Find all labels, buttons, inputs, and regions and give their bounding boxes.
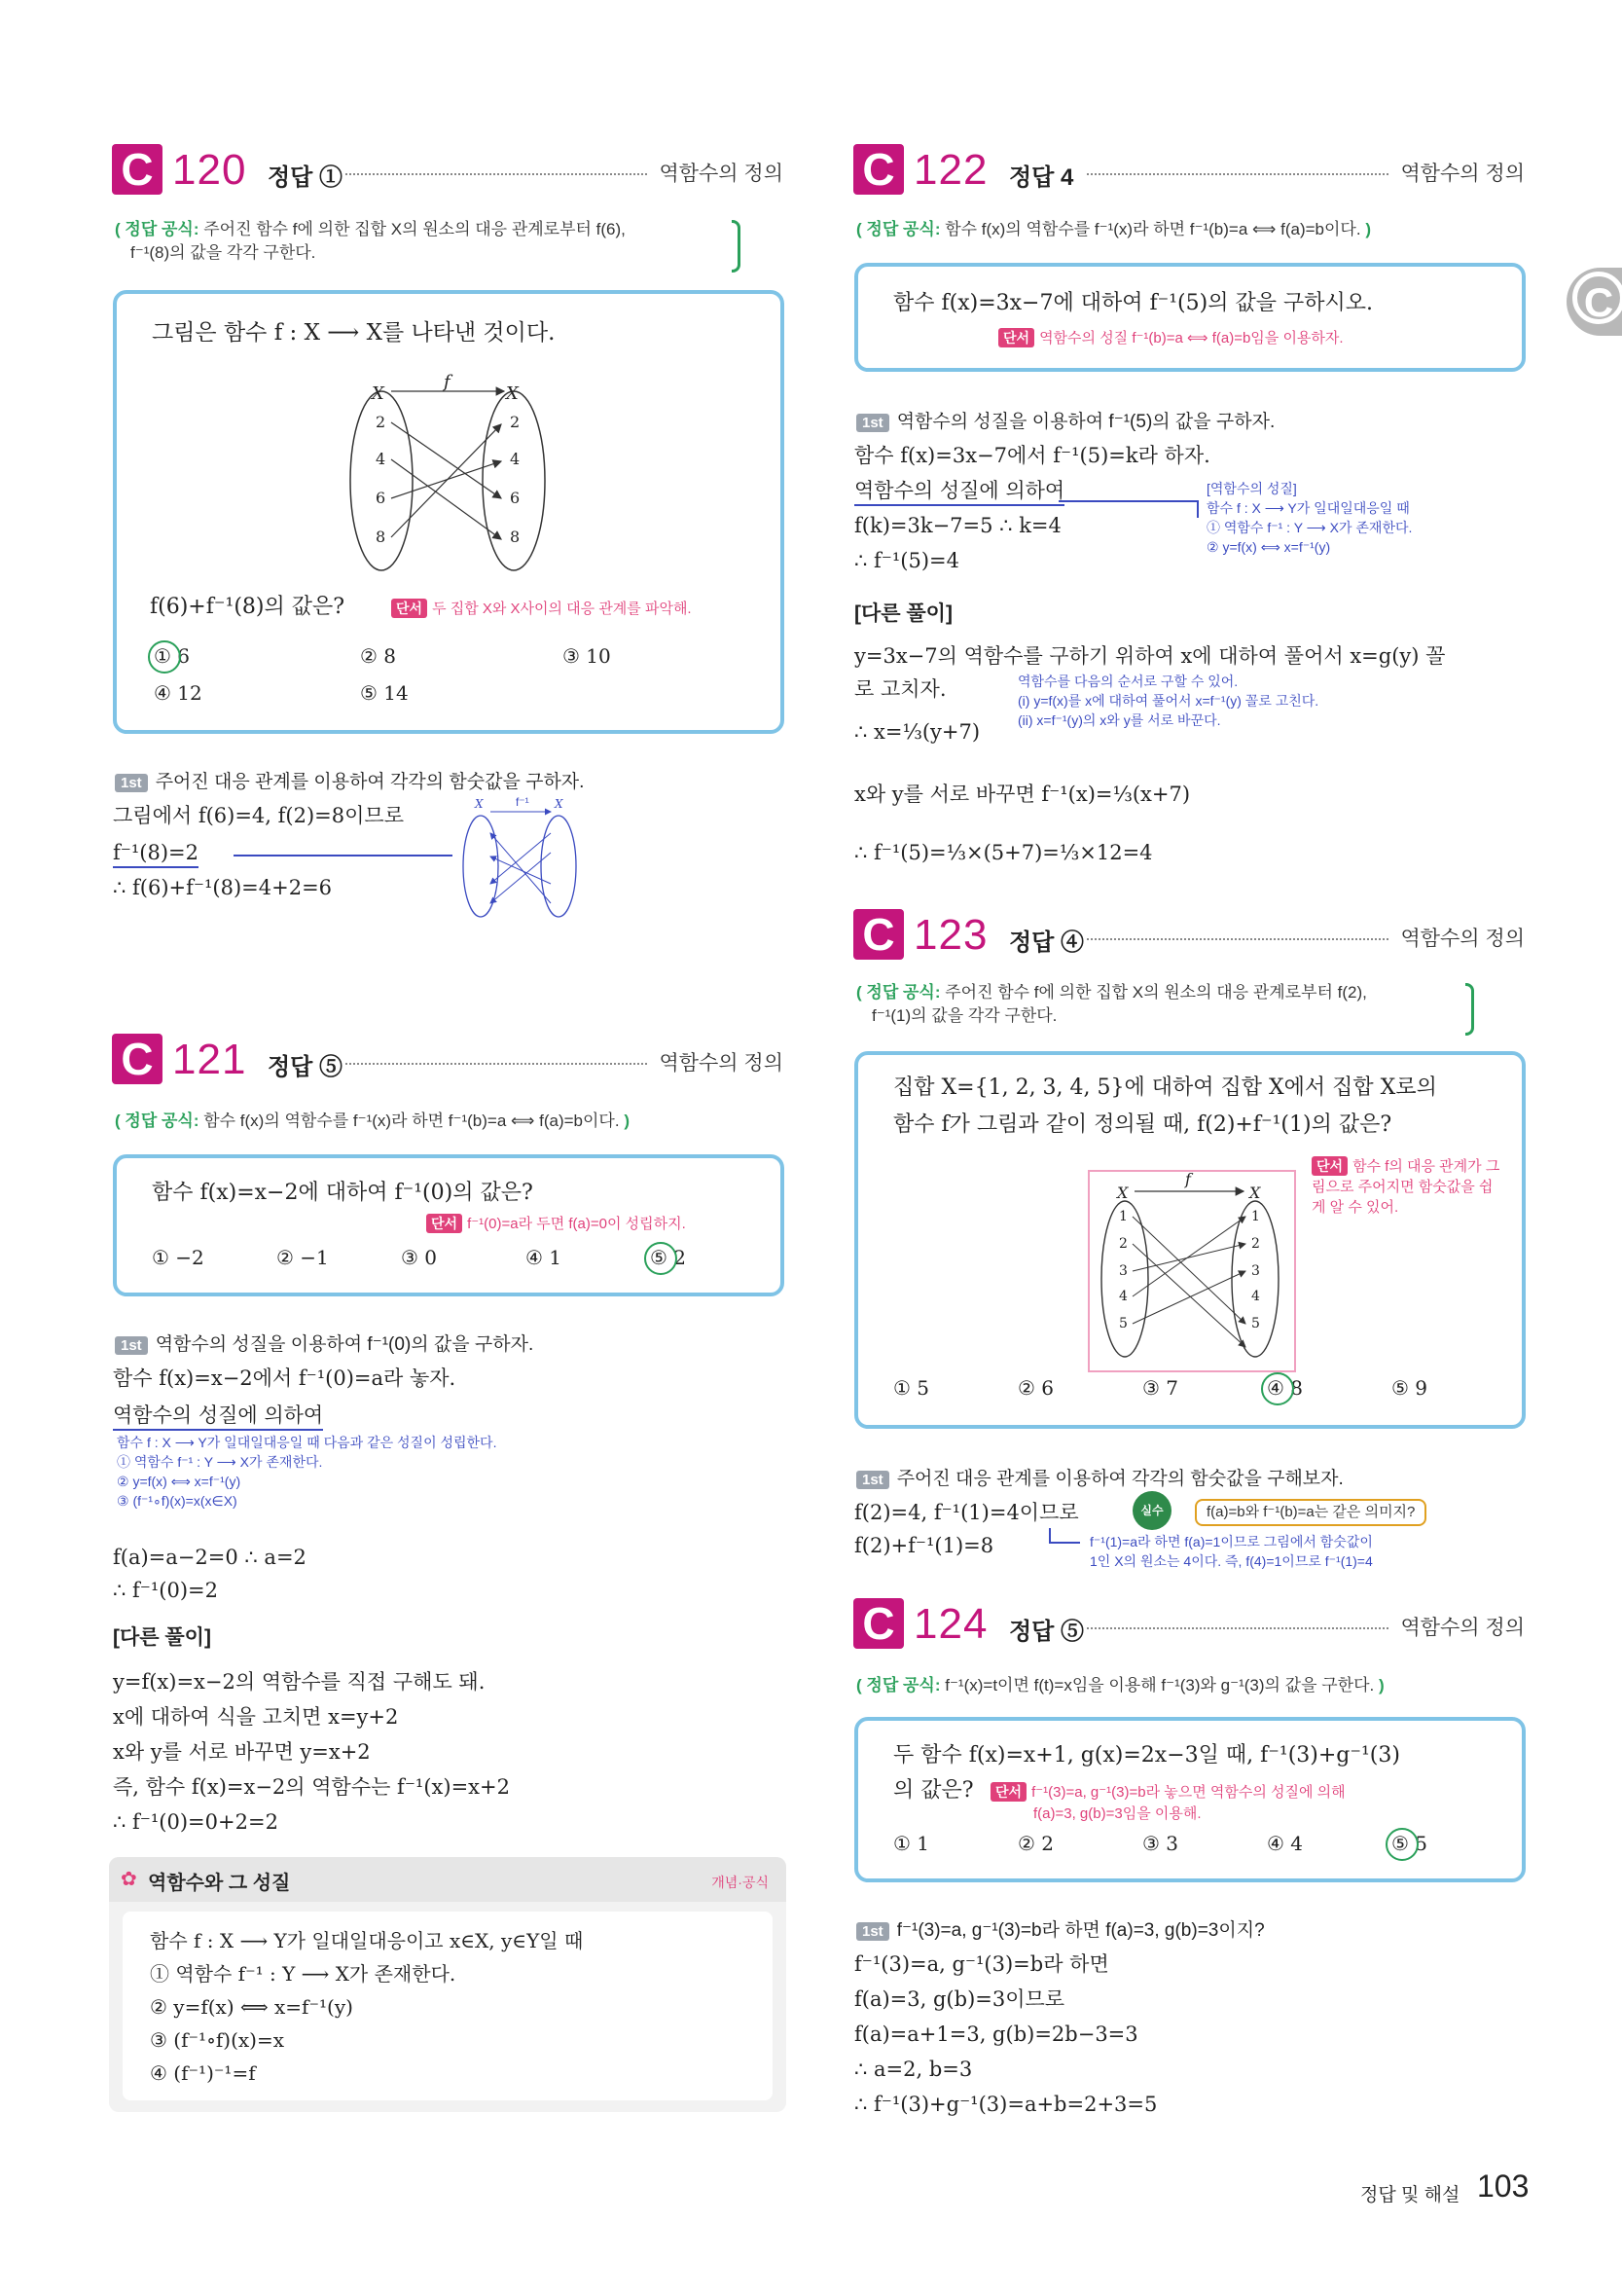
diagram-left-4: 4 [376,450,386,468]
correct-answer-mark [1261,1372,1294,1405]
question-number: 123 [914,911,989,959]
question-number: 124 [914,1600,989,1648]
option-3[interactable]: ③ 10 [562,644,611,668]
solution-line-5: ∴ f⁻¹(3)+g⁻¹(3)=a+b=2+3=5 [854,2093,1158,2116]
footer-label: 정답 및 해설 [1360,2185,1460,2205]
hint-tag: 단서 [391,599,427,618]
diagram-right-2: 2 [1251,1236,1260,1252]
answer-formula: ( 정답 공식: 주어진 함수 f에 의한 집합 X의 원소의 대응 관계로부터 f(6), f⁻¹(8)의 값을 각각 구한다. [115,220,626,262]
question-124-header [853,1598,1525,1649]
solution-line-3: f(a)=a−2=0 ∴ a=2 [113,1546,306,1569]
flower-icon: ✿ [121,1869,137,1890]
formula-text: f⁻¹(x)=t이면 f(t)=x임을 이용해 f⁻¹(3)와 g⁻¹(3)의 값을 구한다. [945,1676,1375,1695]
note-line: f⁻¹(1)=a라 하면 f(a)=1이므로 그림에서 함숫값이 [1090,1534,1373,1549]
hint-tag: 단서 [998,328,1034,347]
arrow-to-diagram [234,855,452,856]
option-2[interactable]: ② 6 [1018,1376,1055,1400]
step-heading [115,1330,533,1356]
answer-label: 정답 ⑤ [268,1054,343,1080]
option-2[interactable]: ② −1 [276,1246,329,1269]
solution-line-2: f(a)=3, g(b)=3이므로 [854,1987,1065,2011]
problem-box [854,263,1526,372]
dotted-leader [1087,173,1388,175]
solution-line-3: f(a)=a+1=3, g(b)=2b−3=3 [854,2023,1138,2046]
alt-line-1: y=f(x)=x−2의 역함수를 직접 구해도 돼. [113,1670,486,1694]
alternative-solution-title: [다른 풀이] [854,602,953,625]
option-5[interactable]: ⑤ 14 [360,681,409,705]
solution-line-2: f(2)+f⁻¹(1)=8 [854,1534,994,1557]
option-2[interactable]: ② 2 [1018,1832,1055,1855]
alternative-solution-title: [다른 풀이] [113,1626,211,1649]
step-title: f⁻¹(3)=a, g⁻¹(3)=b라 하면 f(a)=3, g(b)=3이지? [896,1920,1265,1941]
concept-line: ③ (f⁻¹∘f)(x)=x [150,2028,284,2052]
alt-line-5: ∴ f⁻¹(0)=0+2=2 [113,1810,278,1834]
topic-label: 역함수의 정의 [659,163,783,185]
solution-line-4: ∴ f⁻¹(0)=2 [113,1579,219,1602]
question-123-header [853,909,1525,960]
option-1[interactable]: ① −2 [152,1246,204,1269]
option-2[interactable]: ② 8 [360,644,397,668]
mapping-diagram [341,374,555,578]
category-badge: C [853,144,904,195]
step-tag: 1st [115,1336,148,1355]
solution-line-4: ∴ f⁻¹(5)=4 [854,549,960,572]
problem-text-2: 함수 f가 그림과 같이 정의될 때, f(2)+f⁻¹(1)의 값은? [893,1112,1392,1137]
hint [426,1213,686,1233]
category-badge: C [112,1034,162,1084]
solution-line-3: f(k)=3k−7=5 ∴ k=4 [854,514,1062,537]
diagram-left-8: 8 [376,528,386,546]
solution-line-1: 함수 f(x)=3x−7에서 f⁻¹(5)=k라 하자. [854,444,1210,467]
option-5[interactable]: ⑤ 5 [1391,1832,1428,1855]
answer-formula: ( 정답 공식: 주어진 함수 f에 의한 집합 X의 원소의 대응 관계로부터 f(2), f⁻¹(1)의 값을 각각 구한다. [856,983,1367,1025]
formula-bracket-right [732,220,740,273]
diagram-left-3: 3 [1119,1263,1128,1279]
concept-box [109,1857,786,2112]
solution-line-4: ∴ a=2, b=3 [854,2058,973,2081]
step-heading [856,1915,1265,1942]
formula-text-2: f⁻¹(8)의 값을 각각 구한다. [130,243,316,262]
option-4[interactable]: ④ 1 [525,1246,562,1269]
option-4[interactable]: ④ 4 [1267,1832,1304,1855]
hint [1312,1156,1506,1218]
dotted-leader [1087,938,1388,940]
set-label-left: X [1117,1184,1129,1202]
category-badge: C [112,144,162,195]
dotted-leader [345,173,647,175]
problem-text: 함수 f(x)=3x−7에 대하여 f⁻¹(5)의 값을 구하시오. [893,291,1373,315]
step-title: 주어진 대응 관계를 이용하여 각각의 함숫값을 구해보자. [896,1469,1344,1489]
hint-text-1: f⁻¹(3)=a, g⁻¹(3)=b라 놓으면 역함수의 성질에 의해 [1031,1784,1346,1801]
option-5[interactable]: ⑤ 2 [650,1246,687,1269]
option-3[interactable]: ③ 3 [1142,1832,1179,1855]
option-1[interactable]: ① 6 [154,644,191,668]
svg-text:X: X [555,797,563,811]
diagram-left-2: 2 [1119,1236,1128,1252]
answer-label: 정답 ⑤ [1009,1619,1085,1645]
solution-line-1: f(2)=4, f⁻¹(1)=4이므로 [854,1501,1079,1524]
problem-box [113,1154,784,1296]
step-heading [856,407,1275,433]
mini-inverse-diagram [457,796,584,923]
option-5[interactable]: ⑤ 9 [1391,1376,1428,1400]
alt-note-line: (i) y=f(x)를 x에 대하여 풀어서 x=f⁻¹(y) 꼴로 고친다. [1018,693,1319,709]
mini-diagram-label: f⁻¹ [516,795,529,809]
alt-line-2: x에 대하여 식을 고치면 x=y+2 [113,1705,399,1729]
question-text: f(6)+f⁻¹(8)의 값은? [150,595,345,619]
diagram-left-4: 4 [1119,1289,1128,1304]
answer-label: 정답 ① [268,164,343,191]
answer-formula: ( 정답 공식: f⁻¹(x)=t이면 f(t)=x임을 이용해 f⁻¹(3)와 g⁻¹(3)의 값을 구한다. ) [856,1676,1385,1695]
concept-line: ② y=f(x) ⟺ x=f⁻¹(y) [150,1995,353,2019]
topic-label: 역함수의 정의 [659,1052,783,1075]
hint [998,327,1344,347]
formula-label: 정답 공식: [866,1676,941,1695]
diagram-label-f: f [444,372,451,392]
solution-line-2: 역함수의 성질에 의하여 [854,477,1064,506]
correct-answer-mark [148,640,181,674]
note-line: ② y=f(x) ⟺ x=f⁻¹(y) [1207,539,1331,555]
set-label-left: X [372,383,384,404]
alt-line-3: x와 y를 서로 바꾸면 y=x+2 [113,1740,371,1764]
solution-line-1: f⁻¹(3)=a, g⁻¹(3)=b라 하면 [854,1952,1109,1976]
formula-text: 함수 f(x)의 역함수를 f⁻¹(x)라 하면 f⁻¹(b)=a ⟺ f(a)=b이다. [203,1112,620,1130]
topic-label: 역함수의 정의 [1400,163,1525,185]
note-line: ② y=f(x) ⟺ x=f⁻¹(y) [117,1474,241,1489]
formula-label: 정답 공식: [866,220,941,238]
step-title: 역함수의 성질을 이용하여 f⁻¹(5)의 값을 구하자. [896,412,1276,432]
diagram-right-4: 4 [510,450,521,468]
concept-tag: 개념·공식 [711,1875,769,1890]
alt-note-line: (ii) x=f⁻¹(y)의 x와 y를 서로 바꾼다. [1018,712,1221,728]
topic-label: 역함수의 정의 [1400,1617,1525,1639]
step-title: 주어진 대응 관계를 이용하여 각각의 함숫값을 구하자. [155,772,585,792]
solution-line-3: ∴ f(6)+f⁻¹(8)=4+2=6 [113,876,333,899]
formula-text: 주어진 함수 f에 의한 집합 X의 원소의 대응 관계로부터 f(2), [945,983,1367,1002]
concept-line: ④ (f⁻¹)⁻¹=f [150,2061,256,2085]
problem-text-1: 두 함수 f(x)=x+1, g(x)=2x−3일 때, f⁻¹(3)+g⁻¹(3) [893,1743,1400,1768]
concept-line: ① 역함수 f⁻¹ : Y ⟶ X가 존재한다. [150,1962,456,1986]
mistake-sticker [1133,1491,1171,1530]
step-title: 역함수의 성질을 이용하여 f⁻¹(0)의 값을 구하자. [155,1334,534,1355]
speech-bubble: f(a)=b와 f⁻¹(b)=a는 같은 의미지? [1195,1499,1426,1526]
solution-line-1: 함수 f(x)=x−2에서 f⁻¹(0)=a라 놓자. [113,1367,456,1390]
note-title: [역함수의 성질] [1207,481,1297,496]
formula-bracket-right [1465,983,1474,1036]
category-badge: C [853,1598,904,1649]
diagram-left-1: 1 [1119,1209,1128,1224]
property-note [117,1433,496,1511]
note-line: ③ (f⁻¹∘f)(x)=x(x∈X) [117,1493,237,1509]
hint-tag: 단서 [1312,1156,1348,1176]
option-1[interactable]: ① 5 [893,1376,930,1400]
problem-text-2: 의 값은? [893,1778,974,1803]
step-tag: 1st [856,414,889,432]
formula-label: 정답 공식: [866,983,941,1002]
problem-text: 함수 f(x)=x−2에 대하여 f⁻¹(0)의 값은? [152,1181,533,1205]
note-line: 1인 X의 원소는 4이다. 즉, f(4)=1이므로 f⁻¹(1)=4 [1090,1553,1373,1569]
diagram-right-1: 1 [1251,1209,1260,1224]
solution-line-2: 역함수의 성질에 의하여 [113,1402,323,1431]
alt-line-3: ∴ x=⅓(y+7) [854,720,981,744]
concept-line: 함수 f : X ⟶ Y가 일대일대응이고 x∈X, y∈Y일 때 [150,1929,584,1952]
dotted-leader [1087,1627,1388,1629]
question-number: 121 [172,1036,247,1083]
diagram-left-5: 5 [1119,1316,1128,1331]
dotted-leader [345,1063,647,1065]
question-number: 120 [172,146,247,194]
question-number: 122 [914,146,989,194]
answer-formula: ( 정답 공식: 함수 f(x)의 역함수를 f⁻¹(x)라 하면 f⁻¹(b)=a ⟺ f(a)=b이다. ) [115,1112,630,1130]
note-line: ① 역함수 f⁻¹ : Y ⟶ X가 존재한다. [1207,520,1413,535]
diagram-right-8: 8 [510,528,521,546]
alt-note-line: 역함수를 다음의 순서로 구할 수 있어. [1018,674,1239,689]
hint-text: 두 집합 X와 X사이의 대응 관계를 파악해. [432,601,692,617]
alt-line-4: 즉, 함수 f(x)=x−2의 역함수는 f⁻¹(x)=x+2 [113,1775,510,1799]
hint-text: 역함수의 성질 f⁻¹(b)=a ⟺ f(a)=b임을 이용하자. [1039,330,1344,346]
set-label-right: X [506,383,519,404]
side-tab-letter: C [1572,272,1622,324]
step-tag: 1st [115,774,148,792]
correct-answer-mark [644,1242,677,1275]
option-1[interactable]: ① 1 [893,1832,930,1855]
svg-text:X: X [475,797,484,811]
formula-text: 함수 f(x)의 역함수를 f⁻¹(x)라 하면 f⁻¹(b)=a ⟺ f(a)=b이다. [945,220,1361,238]
hint-text: f⁻¹(0)=a라 두면 f(a)=0이 성립하지. [467,1216,686,1232]
set-label-right: X [1249,1184,1261,1202]
solution-note [1090,1532,1373,1571]
category-badge: C [853,909,904,960]
concept-title: 역함수와 그 성질 [148,1873,291,1894]
correct-answer-mark [1386,1828,1419,1861]
alt-note [1018,672,1318,730]
step-heading [856,1464,1344,1490]
question-121-header [112,1034,783,1084]
formula-label: 정답 공식: [125,220,199,238]
hint [991,1781,1346,1802]
diagram-right-4: 4 [1251,1289,1260,1304]
problem-box [854,1051,1526,1429]
hint-text: 함수 f의 대응 관계가 그림으로 주어지면 함숫값을 쉽게 알 수 있어. [1312,1158,1500,1216]
diagram-right-2: 2 [510,413,521,431]
diagram-right-5: 5 [1251,1316,1260,1331]
formula-text-2: f⁻¹(1)의 값을 각각 구한다. [872,1006,1058,1025]
problem-text-1: 집합 X={1, 2, 3, 4, 5}에 대하여 집합 X에서 집합 X로의 [893,1075,1437,1100]
formula-label: 정답 공식: [125,1112,199,1130]
step-tag: 1st [856,1471,889,1489]
note-arrow [1049,1528,1080,1544]
note-line: 함수 f : X ⟶ Y가 일대일대응일 때 [1207,500,1410,516]
alt-line-5: ∴ f⁻¹(5)=⅓×(5+7)=⅓×12=4 [854,841,1153,864]
step-heading [115,767,584,793]
hint [391,598,692,618]
diagram-left-2: 2 [376,413,386,431]
diagram-label-f: f [1185,1170,1191,1188]
side-tab [1567,268,1622,336]
answer-formula: ( 정답 공식: 함수 f(x)의 역함수를 f⁻¹(x)라 하면 f⁻¹(b)=a ⟺ f(a)=b이다. ) [856,220,1371,238]
topic-label: 역함수의 정의 [1400,928,1525,950]
hint-tag: 단서 [426,1214,462,1233]
hint-tag: 단서 [991,1782,1027,1802]
option-3[interactable]: ③ 7 [1142,1376,1179,1400]
diagram-left-6: 6 [376,489,386,507]
alt-line-2: 로 고치자. [854,677,947,701]
diagram-right-3: 3 [1251,1263,1260,1279]
alt-line-4: x와 y를 서로 바꾸면 f⁻¹(x)=⅓(x+7) [854,783,1191,806]
problem-box [113,290,784,734]
note-line: ① 역함수 f⁻¹ : Y ⟶ X가 존재한다. [117,1454,323,1470]
formula-text: 주어진 함수 f에 의한 집합 X의 원소의 대응 관계로부터 f(6), [203,220,626,238]
question-122-header [853,144,1525,195]
answer-label: 정답 ④ [1009,929,1085,956]
option-4[interactable]: ④ 8 [1267,1376,1304,1400]
page-number: 103 [1477,2168,1530,2204]
hint-text-2: f(a)=3, g(b)=3임을 이용해. [1033,1805,1202,1822]
problem-text: 그림은 함수 f : X ⟶ X를 나타낸 것이다. [152,320,556,346]
sticker-text: 실수 [1140,1504,1164,1517]
option-3[interactable]: ③ 0 [401,1246,438,1269]
diagram-right-6: 6 [510,489,521,507]
property-note [1207,479,1412,557]
note-arrow [1059,500,1199,518]
solution-line-1: 그림에서 f(6)=4, f(2)=8이므로 [113,804,404,827]
answer-label: 정답 4 [1009,164,1074,191]
question-120-header [112,144,783,195]
note-line: 함수 f : X ⟶ Y가 일대일대응일 때 다음과 같은 성질이 성립한다. [117,1435,497,1450]
step-tag: 1st [856,1922,889,1941]
alt-line-1: y=3x−7의 역함수를 구하기 위하여 x에 대하여 풀어서 x=g(y) 꼴 [854,644,1446,668]
solution-line-2: f⁻¹(8)=2 [113,839,198,868]
option-4[interactable]: ④ 12 [154,681,202,705]
problem-box [854,1717,1526,1882]
